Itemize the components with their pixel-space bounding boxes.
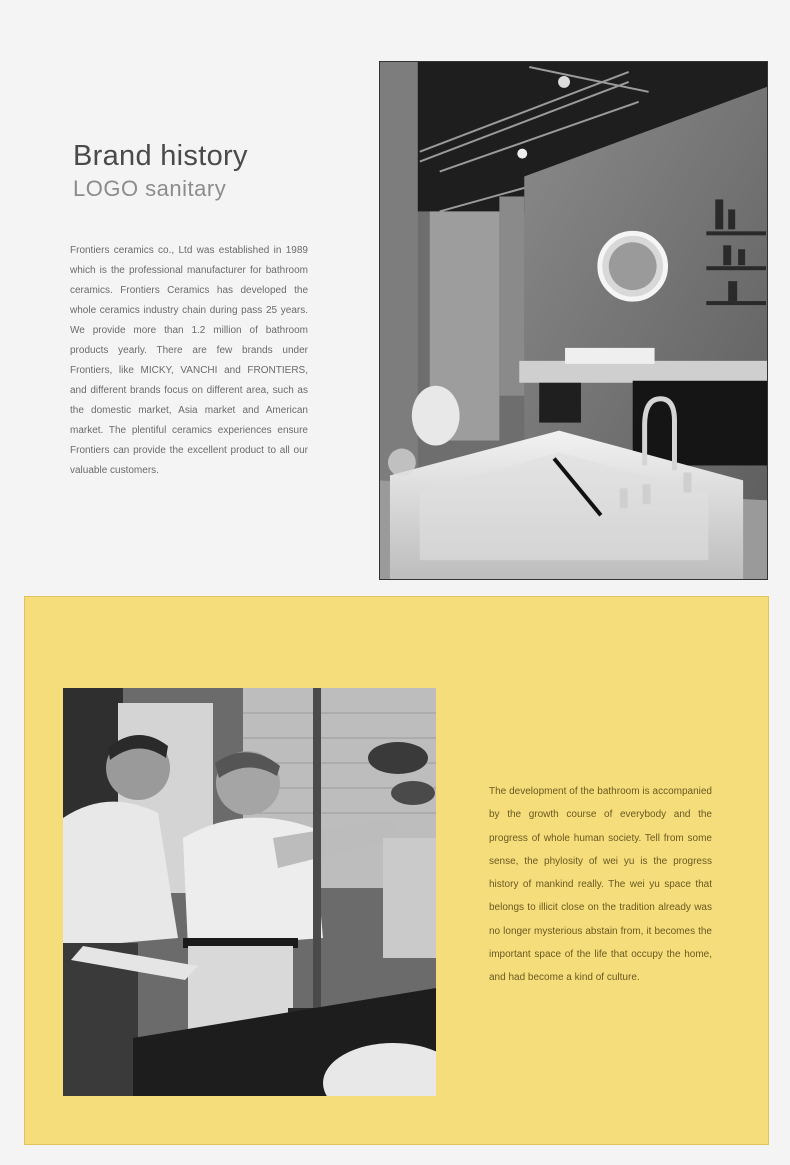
showroom-bathroom-photo bbox=[379, 61, 768, 580]
bathroom-culture-paragraph: The development of the bathroom is accompanied by the growth course of everybody and the progress of whole human society. Tell from some sense, the phylosity of wei yu is the progress history of mankind really. The wei yu space that belongs to illicit close on the tradition already was no longer mysterious abstain from, it becomes the important space of the life that occupy the home, and had become a kind of culture. bbox=[489, 786, 712, 984]
page-subtitle: LOGO sanitary bbox=[73, 176, 227, 201]
workshop-illustration bbox=[63, 688, 436, 1096]
brand-intro-paragraph: Frontiers ceramics co., Ltd was established in 1989 which is the professional manufacturer for bathroom ceramics. Frontiers Ceramics has developed the whole ceramics industry chain during pass 25 years. We provide more than 1.2 million of bathroom products yearly. There are few brands under Frontiers, like MICKY, VANCHI and FRONTIERS, and different brands focus on different area, such as the domestic market, Asia market and American market. The plentiful ceramics experiences ensure Frontiers can provide the excellent product to all our valuable customers. bbox=[70, 245, 308, 476]
showroom-illustration bbox=[380, 62, 767, 579]
craftsmen-workshop-photo bbox=[63, 688, 436, 1096]
page-title: Brand history bbox=[73, 140, 248, 172]
